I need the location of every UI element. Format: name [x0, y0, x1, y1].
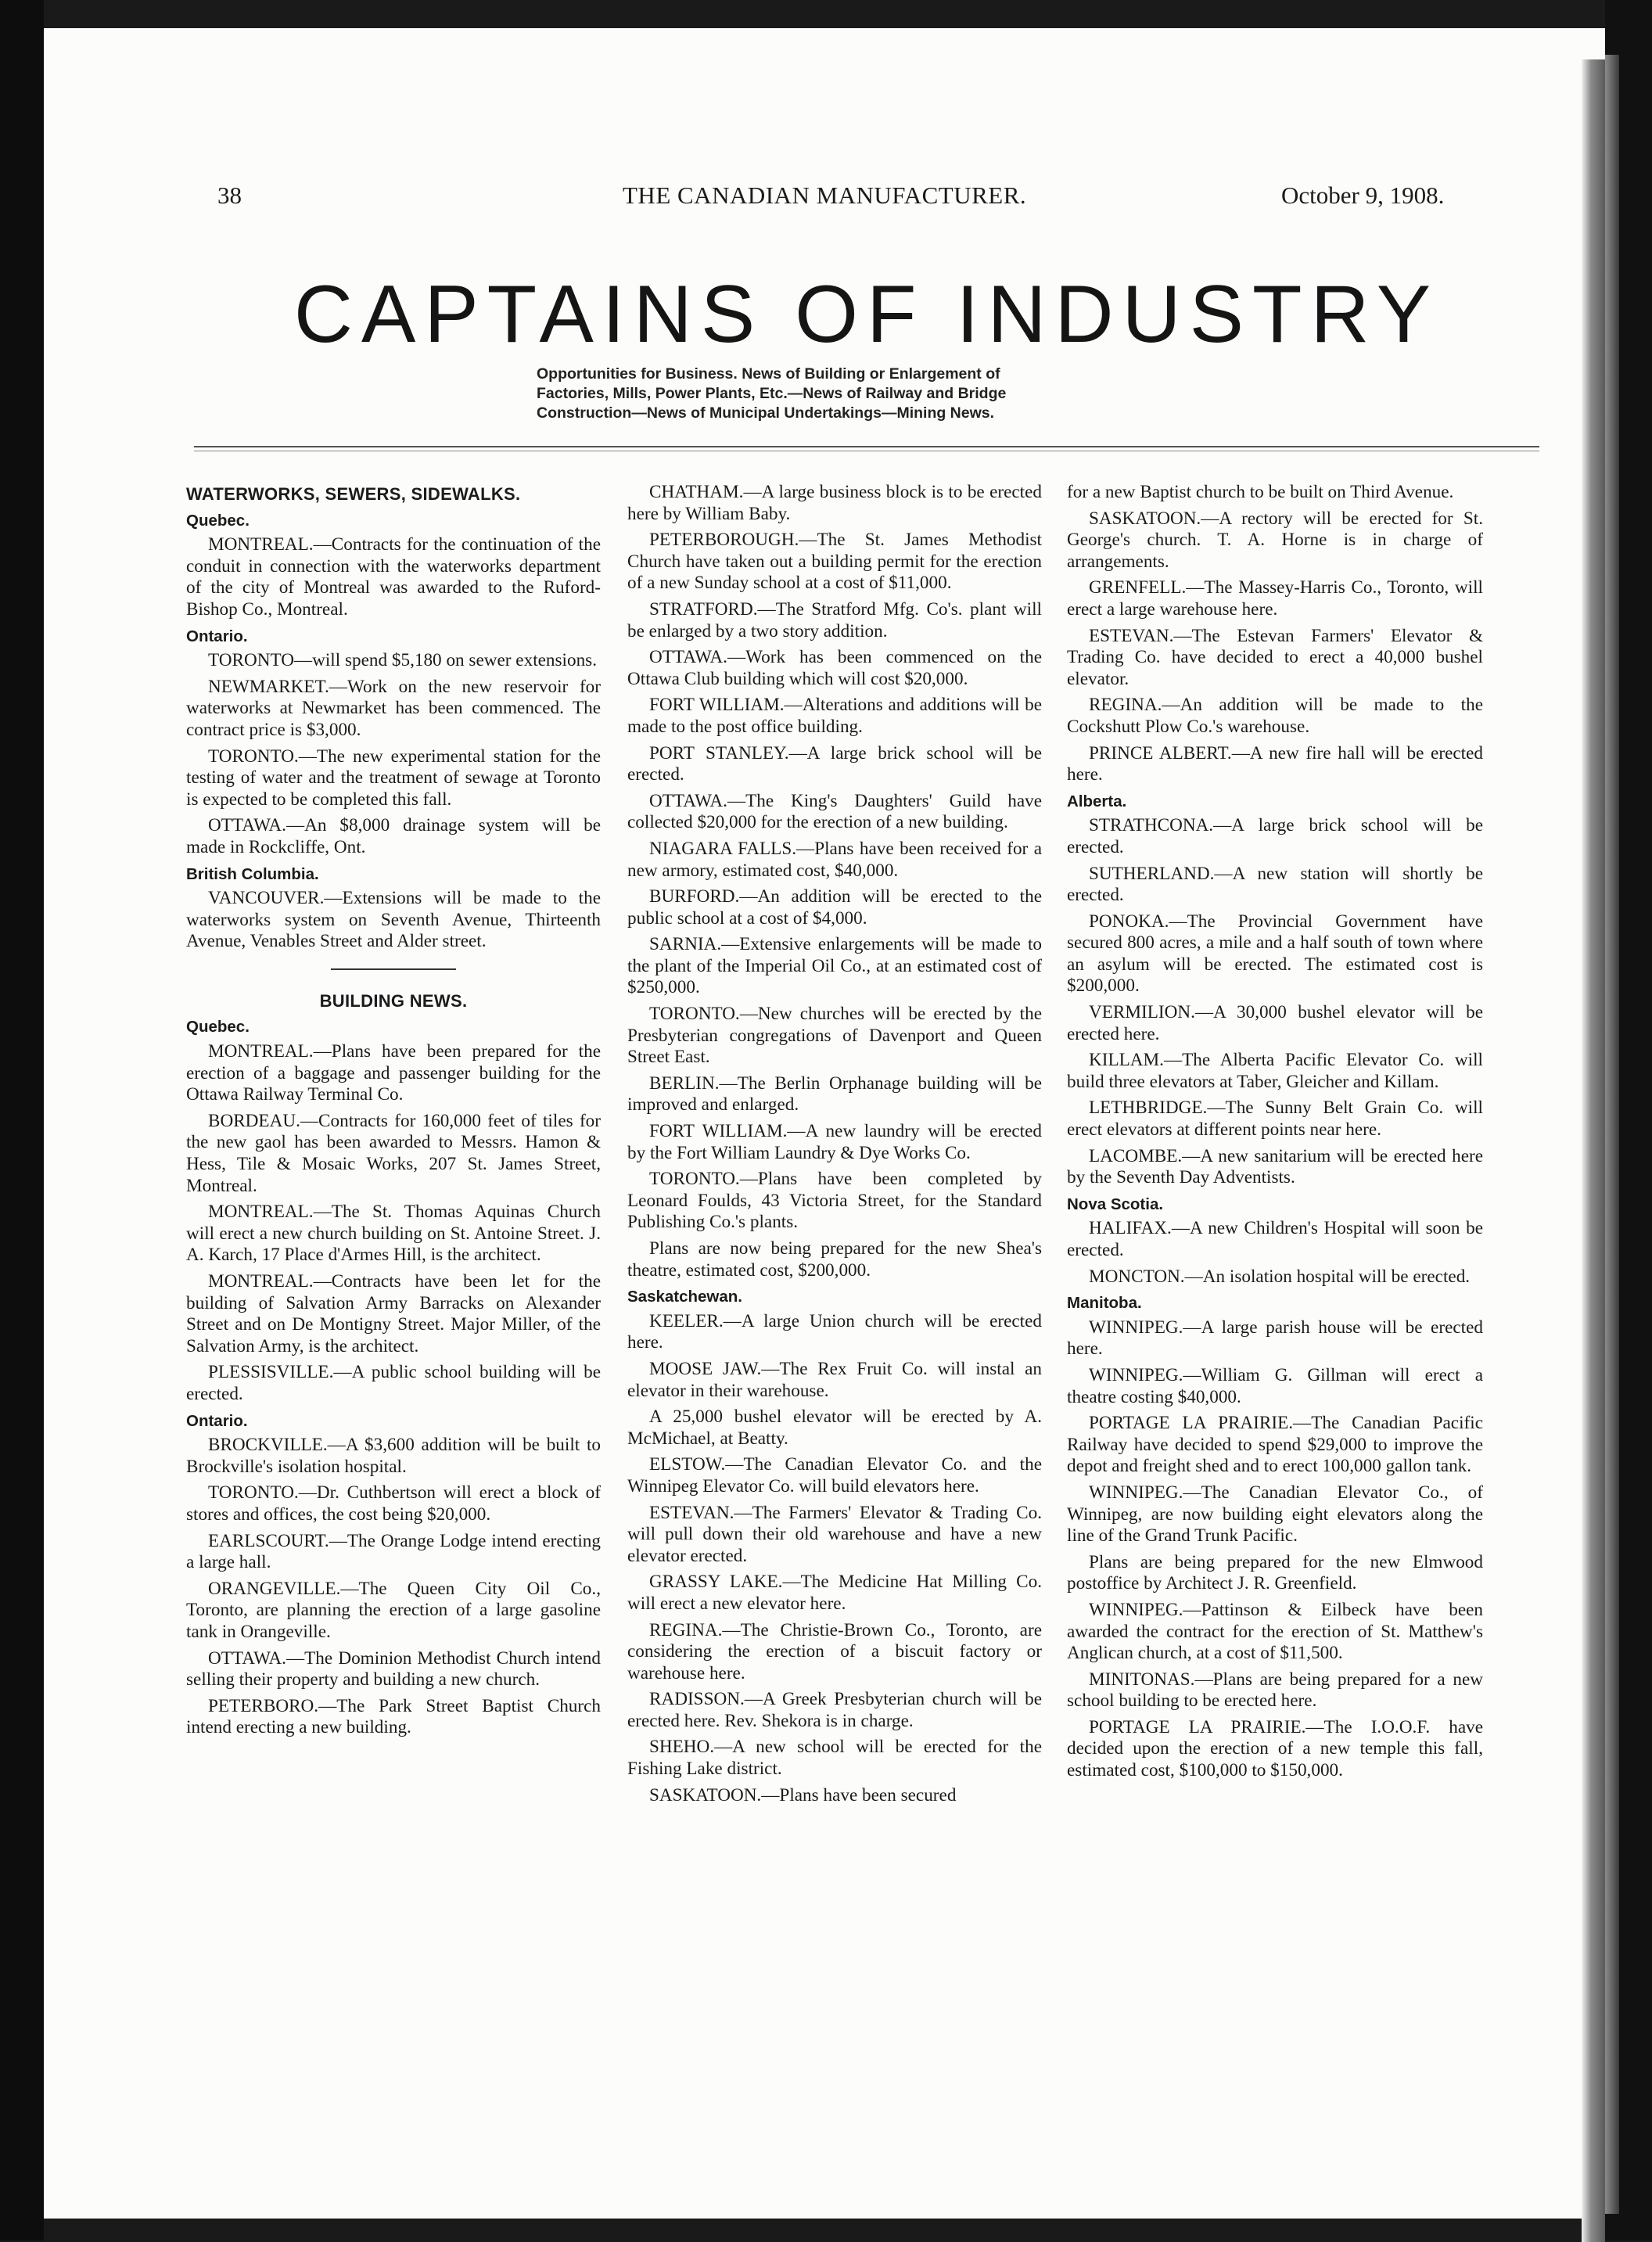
news-item: PETERBOROUGH.—The St. James Methodist Church have taken out a building permit for the erection of a new Sunday school at a cost of $11,000. [627, 530, 1042, 594]
news-item: OTTAWA.—The King's Daughters' Guild have collected $20,000 for the erection of a new building. [627, 790, 1042, 833]
section-subheading [537, 365, 1209, 423]
news-item: for a new Baptist church to be built on Third Avenue. [1067, 482, 1454, 502]
news-item: REGINA.—An addition will be made to the Cockshutt Plow Co.'s warehouse. [1067, 695, 1483, 737]
page-binding-edge [1582, 59, 1605, 2242]
news-item: WINNIPEG.—William G. Gillman will erect a theatre costing $40,000. [1067, 1364, 1483, 1407]
news-item: WINNIPEG.—A large parish house will be erected here. [1067, 1317, 1483, 1360]
news-item: NIAGARA FALLS.—Plans have been received for a new armory, estimated cost, $40,000. [627, 838, 1042, 881]
news-item: TORONTO.—The new experimental station for the testing of water and the treatment of sewage at Toronto is expected to be completed this fall. [186, 746, 601, 810]
news-item: KILLAM.—The Alberta Pacific Elevator Co. will build three elevators at Taber, Gleicher and Killam. [1067, 1050, 1483, 1092]
news-item: SHEHO.—A new school will be erected for the Fishing Lake district. [627, 1737, 1042, 1780]
news-item: KEELER.—A large Union church will be erected here. [627, 1310, 1042, 1353]
document-page [44, 28, 1605, 2219]
province-heading: Manitoba. [1067, 1294, 1142, 1313]
news-item: VANCOUVER.—Extensions will be made to the waterworks system on Seventh Avenue, Thirteenth Avenue, Venables Street and Alder street. [186, 888, 601, 952]
next-page-edge [1605, 55, 1619, 2214]
province-heading: Quebec. [186, 1018, 250, 1037]
news-item: NEWMARKET.—Work on the new reservoir for waterworks at Newmarket has been commenced. The contract price is $3,000. [186, 676, 601, 740]
news-item: BURFORD.—An addition will be erected to the public school at a cost of $4,000. [627, 886, 1042, 929]
news-item: MONTREAL.—The St. Thomas Aquinas Church will erect a new church building on St. Antoine Street. J. A. Karch, 17 Place d'Armes Hill, is the architect. [186, 1202, 601, 1266]
province-heading: Quebec. [186, 511, 250, 530]
news-item: TORONTO—will spend $5,180 on sewer extensions. [208, 650, 597, 671]
news-item: SARNIA.—Extensive enlargements will be made to the plant of the Imperial Oil Co., at an estimated cost of $250,000. [627, 934, 1042, 998]
province-heading: British Columbia. [186, 864, 319, 883]
column-1 [186, 482, 601, 1744]
news-item: Plans are being prepared for the new Elmwood postoffice by Architect J. R. Greenfield. [1067, 1551, 1483, 1594]
news-item: WINNIPEG.—The Canadian Elevator Co., of Winnipeg, are now building eight elevators along the line of the Grand Trunk Pacific. [1067, 1482, 1483, 1547]
news-item: Plans are now being prepared for the new Shea's theatre, estimated cost, $200,000. [627, 1238, 1042, 1281]
news-item: BROCKVILLE.—A $3,600 addition will be built to Brockville's isolation hospital. [186, 1435, 601, 1477]
news-item: PORTAGE LA PRAIRIE.—The Canadian Pacific Railway have decided to spend $29,000 to improve the depot and freight shed and to erect 100,000 gallon tank. [1067, 1413, 1483, 1477]
column-3 [1067, 482, 1483, 1787]
news-item: PLESSISVILLE.—A public school building will be erected. [186, 1362, 601, 1404]
news-item: ESTEVAN.—The Farmers' Elevator & Trading Co. will pull down their old warehouse and have a new elevator erected. [627, 1502, 1042, 1566]
news-item: PETERBORO.—The Park Street Baptist Church intend erecting a new building. [186, 1695, 601, 1738]
news-item: MONTREAL.—Contracts for the continuation of the conduit in connection with the waterworks department of the city of Montreal was awarded to the Ruford-Bishop Co., Montreal. [186, 534, 601, 620]
page-number: 38 [217, 181, 242, 209]
news-item: CHATHAM.—A large business block is to be erected here by William Baby. [627, 482, 1042, 524]
province-heading: Ontario. [186, 627, 248, 645]
section-banner: CAPTAINS OF INDUSTRY [293, 269, 1440, 360]
scan-left-border [0, 0, 44, 2240]
publication-title: THE CANADIAN MANUFACTURER. [623, 181, 1027, 209]
news-item: STRATHCONA.—A large brick school will be erected. [1067, 815, 1483, 857]
news-item: MOOSE JAW.—The Rex Fruit Co. will instal an elevator in their warehouse. [627, 1358, 1042, 1401]
news-item: FORT WILLIAM.—A new laundry will be erected by the Fort William Laundry & Dye Works Co. [627, 1121, 1042, 1163]
news-item: WINNIPEG.—Pattinson & Eilbeck have been awarded the contract for the erection of St. Matthew's Anglican church, at a cost of $11,500. [1067, 1599, 1483, 1664]
news-item: ORANGEVILLE.—The Queen City Oil Co., Toronto, are planning the erection of a large gasoline tank in Orangeville. [186, 1578, 601, 1642]
news-item: PONOKA.—The Provincial Government have secured 800 acres, a mile and a half south of town where an asylum will be erected. The estimated cost is $200,000. [1067, 911, 1483, 997]
news-item: OTTAWA.—An $8,000 drainage system will be made in Rockcliffe, Ont. [186, 815, 601, 857]
news-item: MONTREAL.—Plans have been prepared for the erection of a baggage and passenger building for the Ottawa Railway Terminal Co. [186, 1041, 601, 1105]
news-item: LACOMBE.—A new sanitarium will be erected here by the Seventh Day Adventists. [1067, 1145, 1483, 1188]
news-item: EARLSCOURT.—The Orange Lodge intend erecting a large hall. [186, 1530, 601, 1573]
news-item: OTTAWA.—Work has been commenced on the Ottawa Club building which will cost $20,000. [627, 647, 1042, 689]
news-item: FORT WILLIAM.—Alterations and additions will be made to the post office building. [627, 695, 1042, 737]
news-item: GRASSY LAKE.—The Medicine Hat Milling Co. will erect a new elevator here. [627, 1572, 1042, 1614]
news-item: MONCTON.—An isolation hospital will be erected. [1089, 1266, 1471, 1287]
news-item: ELSTOW.—The Canadian Elevator Co. and the Winnipeg Elevator Co. will build elevators here. [627, 1454, 1042, 1496]
province-heading: Nova Scotia. [1067, 1195, 1164, 1213]
province-heading: Saskatchewan. [627, 1288, 742, 1306]
news-item: STRATFORD.—The Stratford Mfg. Co's. plant will be enlarged by a two story addition. [627, 598, 1042, 641]
news-item: LETHBRIDGE.—The Sunny Belt Grain Co. will erect elevators at different points near here. [1067, 1098, 1483, 1141]
news-item: VERMILION.—A 30,000 bushel elevator will be erected here. [1067, 1002, 1483, 1044]
section-heading: BUILDING NEWS. [319, 990, 468, 1011]
news-item: GRENFELL.—The Massey-Harris Co., Toronto, will erect a large warehouse here. [1067, 577, 1483, 620]
news-item: SASKATOON.—Plans have been secured [649, 1784, 957, 1805]
news-item: SUTHERLAND.—A new station will shortly be erected. [1067, 863, 1483, 906]
news-item: TORONTO.—Dr. Cuthbertson will erect a block of stores and offices, the cost being $20,000. [186, 1482, 601, 1525]
news-item: REGINA.—The Christie-Brown Co., Toronto, are considering the erection of a biscuit factory or warehouse here. [627, 1619, 1042, 1683]
news-item: RADISSON.—A Greek Presbyterian church will be erected here. Rev. Shekora is in charge. [627, 1689, 1042, 1731]
issue-date: October 9, 1908. [1281, 181, 1445, 209]
province-heading: Alberta. [1067, 792, 1127, 810]
subheading-line: Opportunities for Business. News of Building or Enlargement of [537, 365, 1000, 383]
running-header [44, 164, 1605, 211]
news-item: MINITONAS.—Plans are being prepared for a new school building to be erected here. [1067, 1669, 1483, 1712]
news-item: TORONTO.—New churches will be erected by the Presbyterian congregations of Davenport and Queen Street East. [627, 1004, 1042, 1068]
column-2 [627, 482, 1042, 1811]
section-divider [331, 968, 456, 970]
news-item: HALIFAX.—A new Children's Hospital will soon be erected. [1067, 1218, 1483, 1260]
news-item: PORT STANLEY.—A large brick school will be erected. [627, 742, 1042, 785]
news-item: BORDEAU.—Contracts for 160,000 feet of tiles for the new gaol has been awarded to Messrs. Hamon & Hess, Tile & Mosaic Works, 207 St. James Street, Montreal. [186, 1110, 601, 1196]
news-item: ESTEVAN.—The Estevan Farmers' Elevator & Trading Co. have decided to erect a 40,000 bushel elevator. [1067, 625, 1483, 689]
subheading-line: Factories, Mills, Power Plants, Etc.—News of Railway and Bridge [537, 385, 1007, 402]
news-item: PRINCE ALBERT.—A new fire hall will be erected here. [1067, 742, 1483, 785]
province-heading: Ontario. [186, 1411, 248, 1430]
news-item: BERLIN.—The Berlin Orphanage building will be improved and enlarged. [627, 1072, 1042, 1116]
news-item: PORTAGE LA PRAIRIE.—The I.O.O.F. have decided upon the erection of a new temple this fall, estimated cost, $100,000 to $150,000. [1067, 1716, 1483, 1781]
header-rule [194, 446, 1539, 447]
news-item: SASKATOON.—A rectory will be erected for St. George's church. T. A. Horne is in charge of arrangements. [1067, 508, 1483, 572]
news-item: OTTAWA.—The Dominion Methodist Church intend selling their property and building a new church. [186, 1647, 601, 1690]
news-item: MONTREAL.—Contracts have been let for the building of Salvation Army Barracks on Alexander Street and on De Montigny Street. Major Miller, of the Salvation Army, is the architect. [186, 1271, 601, 1356]
subheading-line: Construction—News of Municipal Undertakings—Mining News. [537, 404, 995, 422]
section-heading: WATERWORKS, SEWERS, SIDEWALKS. [186, 484, 521, 504]
news-item: TORONTO.—Plans have been completed by Leonard Foulds, 43 Victoria Street, for the Standard Publishing Co.'s plants. [627, 1169, 1042, 1233]
news-item: A 25,000 bushel elevator will be erected by A. McMichael, at Beatty. [627, 1407, 1042, 1449]
